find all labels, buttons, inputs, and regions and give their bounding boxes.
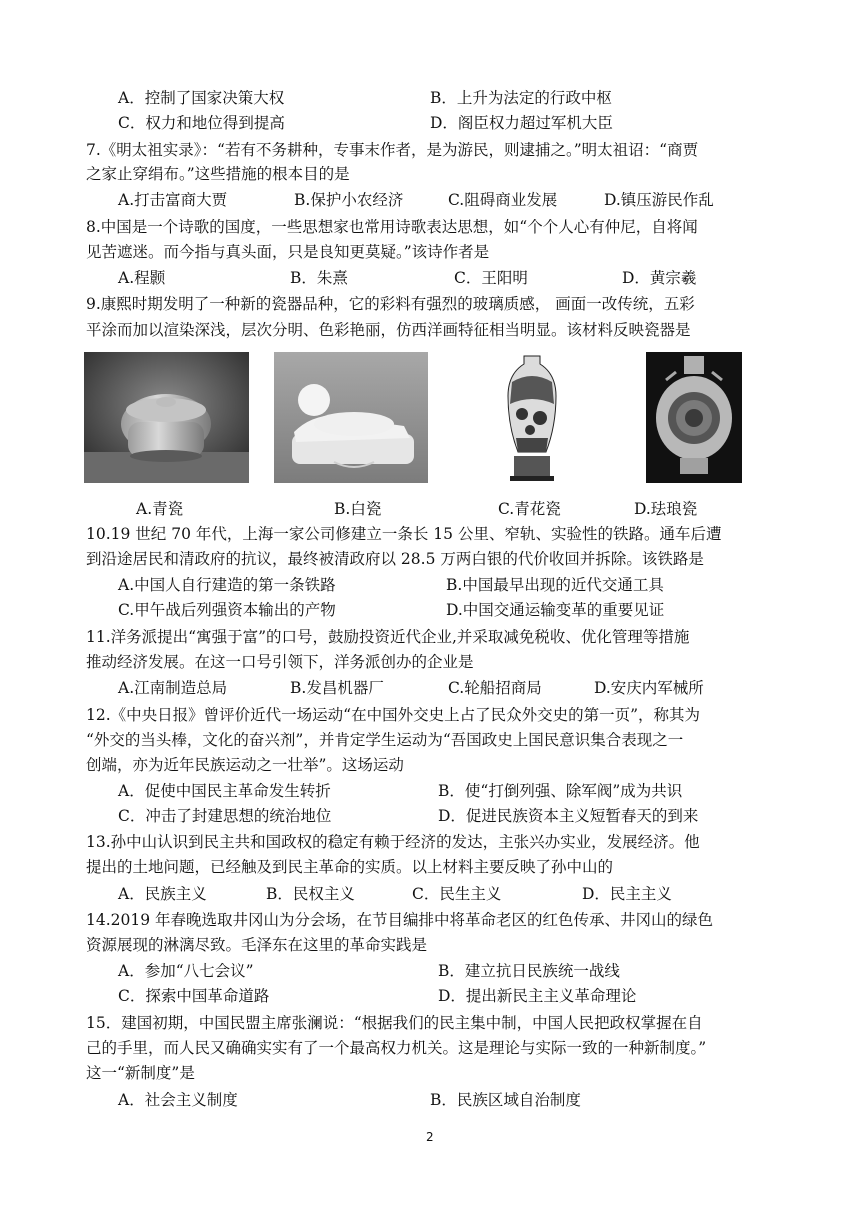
q12-option-c: C．冲击了封建思想的统治地位 [118,807,332,825]
q10-stem-line-1: 10.19 世纪 70 年代，上海一家公司修建立一条长 15 公里、窄轨、实验性的铁路。通车后遭 [86,525,722,543]
q8-stem-line-1: 8.中国是一个诗歌的国度，一些思想家也常用诗歌表达思想，如“个个人心有仲尼，自将闻 [86,218,698,236]
q6-option-c: C．权力和地位得到提高 [118,114,285,132]
q7-stem-line-2: 之家止穿绢布。”这些措施的根本目的是 [86,165,350,183]
celadon-jar-image [84,352,249,483]
q9-option-c: C.青花瓷 [498,500,561,518]
q9-option-a: A.青瓷 [136,500,184,518]
q11-option-c: C.轮船招商局 [448,679,542,697]
q8-stem-line-2: 见苦遮迷。而今指与真头面，只是良知更莫疑。”该诗作者是 [86,243,490,261]
q15-option-a: A．社会主义制度 [118,1091,238,1109]
white-porcelain-pillow-image [274,352,428,483]
page-number: 2 [426,1130,434,1144]
q13-stem-line-2: 提出的土地问题，已经触及到民主革命的实质。以上材料主要反映了孙中山的 [86,858,614,876]
q7-stem-line-1: 7.《明太祖实录》：“若有不务耕种，专事末作者，是为游民，则逮捕之。”明太祖诏：“商贾 [86,141,699,159]
q12-stem-line-2: “外交的当头棒，文化的奋兴剂”，并肯定学生运动为“吾国政史上国民意识集合表现之一 [86,731,684,749]
q11-option-d: D.安庆内军械所 [594,679,704,697]
q12-option-a: A．促使中国民主革命发生转折 [118,782,331,800]
q15-stem-line-3: 这一“新制度”是 [86,1064,195,1082]
q10-option-c: C.甲午战后列强资本输出的产物 [118,601,336,619]
q10-option-b: B.中国最早出现的近代交通工具 [446,576,664,594]
q13-option-c: C．民生主义 [412,885,502,903]
q15-option-b: B．民族区域自治制度 [430,1091,581,1109]
blue-white-vase-image [502,352,562,483]
q9-option-b: B.白瓷 [334,500,382,518]
q11-option-a: A.江南制造总局 [118,679,228,697]
q13-stem-line-1: 13.孙中山认识到民主共和国政权的稳定有赖于经济的发达，主张兴办实业，发展经济。他 [86,833,700,851]
q12-stem-line-3: 创端，亦为近年民族运动之一壮举”。这场运动 [86,756,404,774]
q14-stem-line-2: 资源展现的淋漓尽致。毛泽东在这里的革命实践是 [86,936,428,954]
q6-option-b: B．上升为法定的行政中枢 [430,89,612,107]
q13-option-a: A．民族主义 [118,885,207,903]
q12-option-b: B．使“打倒列强、除军阀”成为共识 [438,782,683,800]
q10-option-d: D.中国交通运输变革的重要见证 [446,601,665,619]
q10-stem-line-2: 到沿途居民和清政府的抗议，最终被清政府以 28.5 万两白银的代价收回并拆除。该铁路是 [86,550,704,568]
q8-option-b: B．朱熹 [290,269,348,287]
enamel-flask-image [646,352,742,483]
q11-stem-line-2: 推动经济发展。在这一口号引领下，洋务派创办的企业是 [86,653,474,671]
q8-option-d: D．黄宗羲 [622,269,697,287]
q7-option-c: C.阻碍商业发展 [448,191,558,209]
q13-option-b: B．民权主义 [266,885,355,903]
q7-option-d: D.镇压游民作乱 [604,191,714,209]
q14-option-a: A．参加“八七会议” [118,962,254,980]
q10-option-a: A.中国人自行建造的第一条铁路 [118,576,336,594]
q6-option-a: A．控制了国家决策大权 [118,89,285,107]
q8-option-c: C．王阳明 [454,269,528,287]
q14-option-d: D．提出新民主主义革命理论 [438,987,637,1005]
q15-stem-line-2: 己的手里，而人民又确确实实有了一个最高权力机关。这是理论与实际一致的一种新制度。” [86,1039,707,1057]
q9-stem-line-2: 平涂而加以渲染深浅，层次分明、色彩艳丽，仿西洋画特征相当明显。该材料反映瓷器是 [86,321,691,339]
q8-option-a: A.程颢 [118,269,166,287]
q14-option-b: B．建立抗日民族统一战线 [438,962,620,980]
q9-option-d: D.珐琅瓷 [634,500,698,518]
q9-stem-line-1: 9.康熙时期发明了一种新的瓷器品种，它的彩料有强烈的玻璃质感， 画面一改传统，五彩 [86,295,695,313]
q15-stem-line-1: 15．建国初期，中国民盟主席张澜说：“根据我们的民主集中制，中国人民把政权掌握在自 [86,1014,703,1032]
q14-option-c: C．探索中国革命道路 [118,987,270,1005]
q14-stem-line-1: 14.2019 年春晚选取井冈山为分会场，在节目编排中将革命老区的红色传承、井冈山的绿色 [86,911,714,929]
q13-option-d: D．民主主义 [582,885,672,903]
q7-option-a: A.打击富商大贾 [118,191,228,209]
q12-stem-line-1: 12.《中央日报》曾评价近代一场运动“在中国外交史上占了民众外交史的第一页”，称其为 [86,706,701,724]
q7-option-b: B.保护小农经济 [294,191,404,209]
q6-option-d: D．阁臣权力超过军机大臣 [430,114,613,132]
q11-stem-line-1: 11.洋务派提出“寓强于富”的口号，鼓励投资近代企业,并采取减免税收、优化管理等措施 [86,628,690,646]
q12-option-d: D．促进民族资本主义短暂春天的到来 [438,807,699,825]
q11-option-b: B.发昌机器厂 [290,679,384,697]
